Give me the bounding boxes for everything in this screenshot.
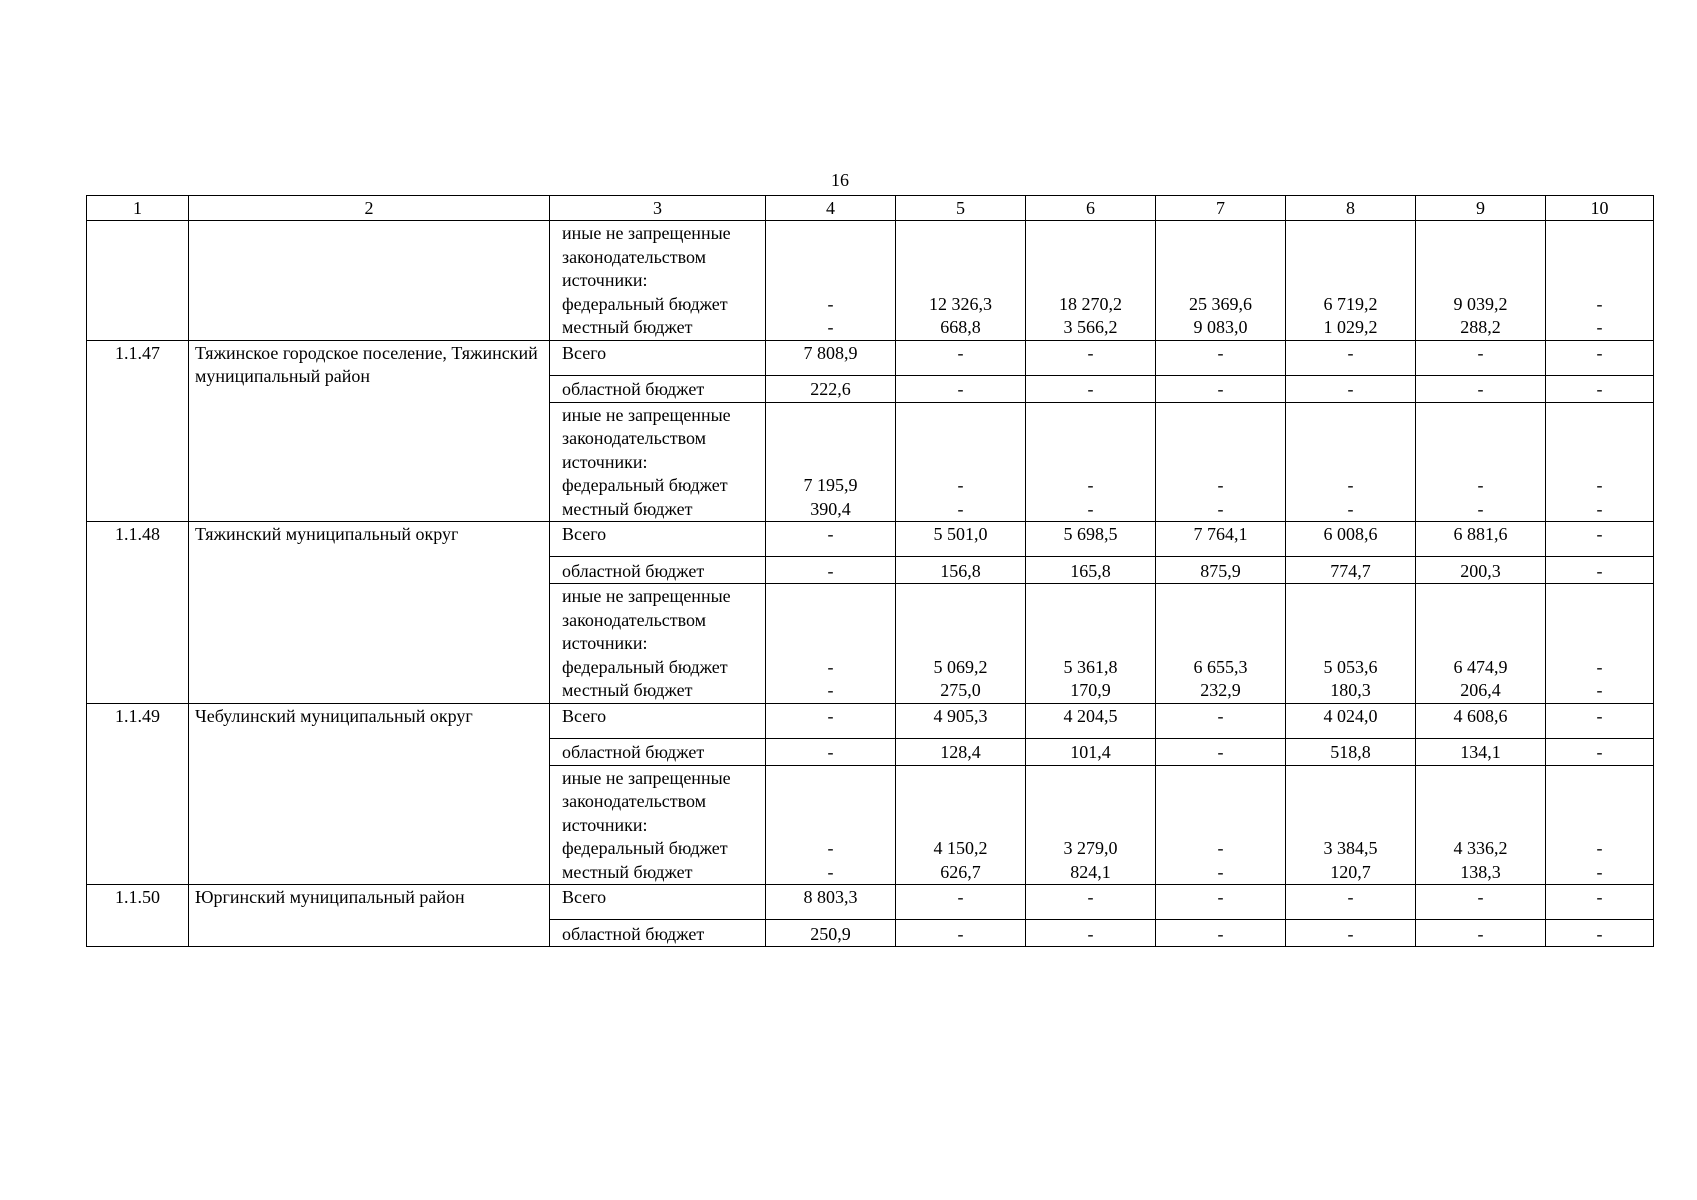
local-value: 9 083,0 [1193,317,1248,337]
federal-value: - [1347,475,1354,495]
value-cell: - [1546,885,1654,920]
federal-value: 6 474,9 [1453,656,1508,677]
local-label: местный бюджет [562,317,693,337]
value-cell: - [896,920,1026,947]
continuation-row [87,221,1654,341]
table-body [87,196,1654,947]
item-name: Чебулинский муниципальный округ [189,703,550,885]
value-cell: - [1156,738,1286,765]
value-cell: - [1416,920,1546,947]
table-row [87,522,1654,557]
value-cell [1546,402,1654,522]
value-cell: - [1416,340,1546,375]
local-value: 180,3 [1330,680,1371,700]
federal-value: 7 195,9 [803,475,858,495]
federal-value: 3 384,5 [1323,838,1378,858]
value-cell: 4 024,0 [1286,703,1416,738]
regional-label: областной бюджет [550,920,766,947]
value-cell [1546,221,1654,341]
value-cell [896,221,1026,341]
column-number: 4 [766,196,896,221]
column-number: 9 [1416,196,1546,221]
value-cell: 518,8 [1286,738,1416,765]
value-cell: - [1026,340,1156,375]
other-sources-label [550,765,766,885]
value-cell: 156,8 [896,557,1026,584]
value-cell: 222,6 [766,375,896,402]
value-cell: 200,3 [1416,557,1546,584]
item-number: 1.1.47 [87,340,189,522]
total-label: Всего [550,885,766,920]
local-value: 138,3 [1460,861,1501,882]
value-cell: 7 808,9 [766,340,896,375]
value-cell: - [766,557,896,584]
item-number: 1.1.49 [87,703,189,885]
value-cell: - [896,340,1026,375]
value-cell [1286,584,1416,704]
value-cell: - [1286,375,1416,402]
federal-value: 4 336,2 [1453,838,1508,858]
value-cell [896,402,1026,522]
local-value: - [1596,317,1603,337]
value-cell [1286,221,1416,341]
table-row [87,885,1654,920]
value-cell: 4 204,5 [1026,703,1156,738]
local-value: 120,7 [1330,861,1371,882]
value-cell: - [1416,885,1546,920]
value-cell: - [1546,557,1654,584]
other-sources-line: законодательством [562,246,707,267]
federal-value: 5 053,6 [1323,656,1378,677]
value-cell [896,765,1026,885]
federal-value: - [957,475,964,495]
column-number: 8 [1286,196,1416,221]
local-value: - [1087,498,1094,519]
item-name: Юргинский муниципальный район [189,885,550,947]
other-sources-line: иные не запрещенные [562,223,731,243]
regional-label: областной бюджет [550,375,766,402]
local-value: 824,1 [1070,861,1111,882]
local-value: 668,8 [940,317,981,337]
local-label: местный бюджет [562,861,693,882]
federal-label: федеральный бюджет [562,838,728,858]
value-cell: - [1286,920,1416,947]
value-cell: 8 803,3 [766,885,896,920]
local-value: - [827,861,834,882]
federal-value: 6 719,2 [1323,293,1378,314]
item-name: Тяжинское городское поселение, Тяжинский муниципальный район [189,340,550,522]
value-cell [1026,402,1156,522]
value-cell [896,584,1026,704]
total-label: Всего [550,522,766,557]
local-label: местный бюджет [562,498,693,519]
column-number: 3 [550,196,766,221]
total-label: Всего [550,340,766,375]
other-sources-line: источники: [562,814,648,835]
value-cell: - [1546,375,1654,402]
value-cell: 250,9 [766,920,896,947]
federal-value: 5 069,2 [933,656,988,677]
federal-value: - [1477,475,1484,495]
value-cell: - [896,885,1026,920]
value-cell [1156,765,1286,885]
value-cell [1156,402,1286,522]
federal-value: 6 655,3 [1193,656,1248,677]
value-cell [766,221,896,341]
value-cell: 5 501,0 [896,522,1026,557]
local-value: - [1596,680,1603,700]
local-value: 275,0 [940,680,981,700]
value-cell [766,765,896,885]
value-cell [766,584,896,704]
value-cell: - [1026,920,1156,947]
other-sources-line: источники: [562,270,648,290]
other-sources-label [550,221,766,341]
federal-value: - [1217,838,1224,858]
value-cell [1156,584,1286,704]
other-sources-line: законодательством [562,428,707,448]
value-cell: - [896,375,1026,402]
other-sources-line: иные не запрещенные [562,586,731,606]
value-cell: 128,4 [896,738,1026,765]
other-sources-line: законодательством [562,791,707,811]
federal-value: - [827,656,834,677]
value-cell: 4 608,6 [1416,703,1546,738]
federal-value: 12 326,3 [929,293,992,314]
other-sources-label [550,584,766,704]
local-value: - [1596,861,1603,882]
value-cell: 5 698,5 [1026,522,1156,557]
value-cell: 774,7 [1286,557,1416,584]
column-number: 10 [1546,196,1654,221]
value-cell: 165,8 [1026,557,1156,584]
value-cell [1026,221,1156,341]
federal-value: 4 150,2 [933,838,988,858]
value-cell: - [1156,920,1286,947]
value-cell [1416,765,1546,885]
federal-value: 9 039,2 [1453,293,1508,314]
other-sources-line: иные не запрещенные [562,404,731,425]
local-value: - [1347,498,1354,519]
local-value: 390,4 [810,498,851,519]
value-cell [1026,584,1156,704]
value-cell: - [1026,375,1156,402]
value-cell: - [1026,885,1156,920]
empty-cell [189,221,550,341]
federal-value: - [827,293,834,314]
item-number: 1.1.48 [87,522,189,704]
item-name: Тяжинский муниципальный округ [189,522,550,704]
value-cell: - [1546,340,1654,375]
local-value: 1 029,2 [1323,317,1378,337]
value-cell: - [1546,920,1654,947]
column-number-row [87,196,1654,221]
value-cell [1546,584,1654,704]
other-sources-line: законодательством [562,609,707,630]
regional-label: областной бюджет [550,738,766,765]
value-cell [1416,402,1546,522]
other-sources-line: источники: [562,633,648,653]
local-value: 626,7 [940,861,981,882]
federal-label: федеральный бюджет [562,293,728,314]
value-cell: - [1286,340,1416,375]
value-cell: - [1156,703,1286,738]
value-cell: 4 905,3 [896,703,1026,738]
other-sources-label [550,402,766,522]
column-number: 2 [189,196,550,221]
value-cell: 6 008,6 [1286,522,1416,557]
value-cell: 101,4 [1026,738,1156,765]
column-number: 1 [87,196,189,221]
local-value: - [1217,498,1224,519]
value-cell: - [1546,738,1654,765]
local-value: - [827,680,834,700]
value-cell [1546,765,1654,885]
local-value: - [1477,498,1484,519]
column-number: 5 [896,196,1026,221]
value-cell: - [766,703,896,738]
local-value: 232,9 [1200,680,1241,700]
other-sources-line: источники: [562,451,648,472]
total-label: Всего [550,703,766,738]
local-value: - [1596,498,1603,519]
value-cell: 7 764,1 [1156,522,1286,557]
local-value: 288,2 [1460,317,1501,337]
local-value: 206,4 [1460,680,1501,700]
value-cell: - [766,738,896,765]
value-cell: - [1546,522,1654,557]
regional-label: областной бюджет [550,557,766,584]
value-cell: 134,1 [1416,738,1546,765]
value-cell [1416,221,1546,341]
federal-value: 25 369,6 [1189,293,1252,314]
local-label: местный бюджет [562,680,693,700]
federal-value: - [1217,475,1224,495]
local-value: 170,9 [1070,680,1111,700]
local-value: 3 566,2 [1063,317,1118,337]
item-number: 1.1.50 [87,885,189,947]
federal-label: федеральный бюджет [562,656,728,677]
value-cell [1416,584,1546,704]
value-cell [1286,402,1416,522]
other-sources-line: иные не запрещенные [562,767,731,788]
federal-value: - [1596,656,1603,677]
value-cell: - [1156,885,1286,920]
value-cell [1156,221,1286,341]
federal-value: - [1596,293,1603,314]
value-cell [1026,765,1156,885]
federal-value: - [1596,838,1603,858]
value-cell: - [766,522,896,557]
page-number: 16 [831,170,849,190]
table-row [87,340,1654,375]
value-cell [766,402,896,522]
federal-label: федеральный бюджет [562,475,728,495]
federal-value: 18 270,2 [1059,293,1122,314]
budget-table [86,195,1654,947]
column-number: 7 [1156,196,1286,221]
value-cell: 875,9 [1156,557,1286,584]
column-number: 6 [1026,196,1156,221]
table-row [87,703,1654,738]
federal-value: - [827,838,834,858]
federal-value: 3 279,0 [1063,838,1118,858]
federal-value: - [1087,475,1094,495]
value-cell: - [1156,375,1286,402]
value-cell: - [1416,375,1546,402]
local-value: - [1217,861,1224,882]
value-cell: - [1156,340,1286,375]
value-cell [1286,765,1416,885]
value-cell: - [1546,703,1654,738]
federal-value: - [1596,475,1603,495]
empty-cell [87,221,189,341]
federal-value: 5 361,8 [1063,656,1118,677]
value-cell: - [1286,885,1416,920]
local-value: - [957,498,964,519]
value-cell: 6 881,6 [1416,522,1546,557]
local-value: - [827,317,834,337]
